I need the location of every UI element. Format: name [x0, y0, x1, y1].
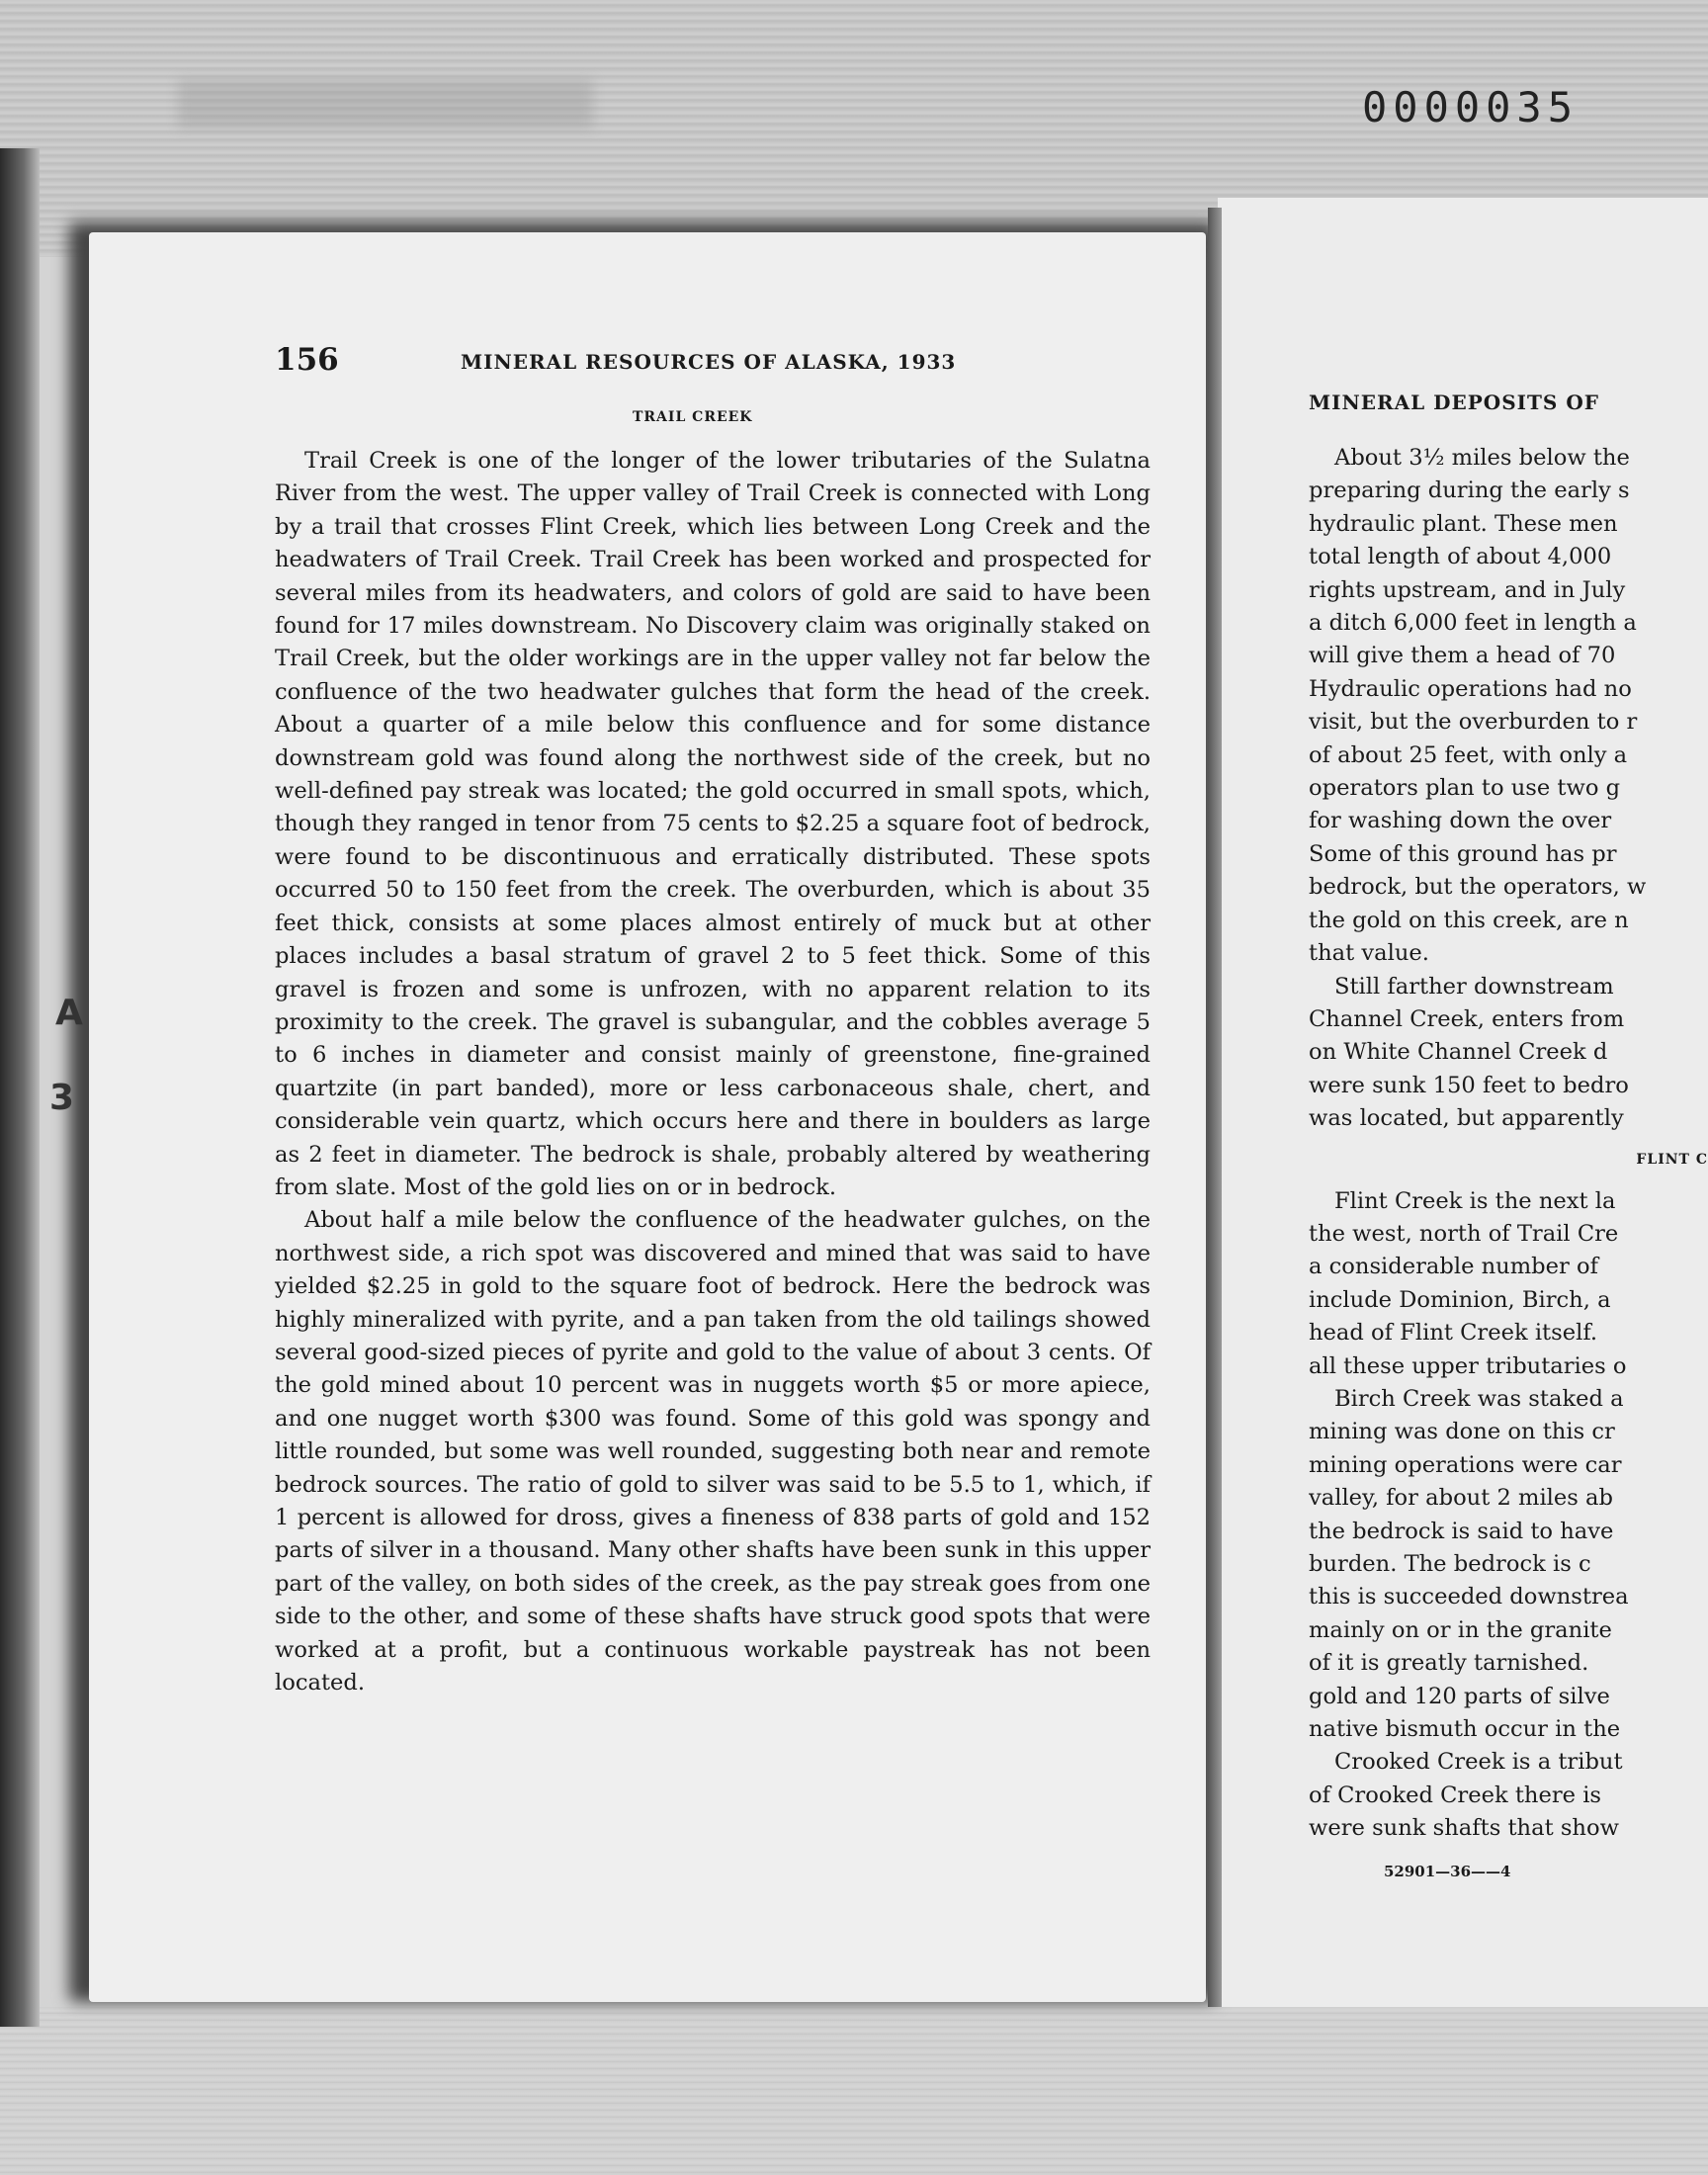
text-line: a considerable number of — [1309, 1254, 1598, 1280]
text-line: include Dominion, Birch, a — [1309, 1286, 1611, 1313]
text-line: will give them a head of 70 — [1309, 643, 1616, 669]
text-line: a ditch 6,000 feet in length a — [1309, 610, 1637, 637]
text-line: burden. The bedrock is c — [1309, 1551, 1591, 1577]
text-line: for washing down the over — [1309, 808, 1612, 834]
page-gutter — [1208, 208, 1222, 2007]
right-running-head: MINERAL DEPOSITS OF — [1309, 391, 1599, 414]
left-body-text — [275, 445, 1151, 1699]
text-line: were sunk shafts that show — [1309, 1815, 1619, 1842]
text-line: visit, but the overburden to r — [1309, 709, 1638, 736]
running-head: MINERAL RESOURCES OF ALASKA, 1933 — [461, 350, 957, 374]
left-page-header — [275, 342, 1151, 382]
text-line: native bismuth occur in the — [1309, 1716, 1621, 1743]
text-line: gold and 120 parts of silve — [1309, 1683, 1610, 1709]
margin-mark-3: 3 — [49, 1078, 75, 1118]
book-left-edge — [0, 148, 40, 2027]
text-line: valley, for about 2 miles ab — [1309, 1485, 1613, 1512]
text-line: that value. — [1309, 940, 1429, 967]
text-line: this is succeeded downstrea — [1309, 1584, 1629, 1610]
text-line: the bedrock is said to have — [1309, 1518, 1614, 1544]
text-line: mining was done on this cr — [1309, 1419, 1615, 1445]
text-line: rights upstream, and in July — [1309, 576, 1626, 603]
text-line: bedrock, but the operators, w — [1309, 874, 1647, 901]
right-page-text — [1309, 391, 1708, 1846]
page-number: 156 — [275, 342, 339, 378]
text-line: of Crooked Creek there is — [1309, 1782, 1602, 1808]
text-line: preparing during the early s — [1309, 478, 1630, 504]
text-line: About 3½ miles below the — [1334, 445, 1630, 471]
text-line: hydraulic plant. These men — [1309, 510, 1618, 537]
text-line: total length of about 4,000 — [1309, 544, 1612, 570]
scan-bottom-background — [0, 2007, 1708, 2175]
text-line: on White Channel Creek d — [1309, 1039, 1608, 1066]
text-line: Channel Creek, enters from — [1309, 1005, 1625, 1032]
margin-mark-a: A — [55, 993, 83, 1033]
text-line: mining operations were car — [1309, 1451, 1622, 1478]
text-line: of about 25 feet, with only a — [1309, 741, 1628, 768]
text-line: Birch Creek was staked a — [1334, 1385, 1624, 1412]
text-line: Some of this ground has pr — [1309, 840, 1617, 867]
text-line: mainly on or in the granite — [1309, 1616, 1612, 1643]
text-line: head of Flint Creek itself. — [1309, 1320, 1598, 1347]
text-line: Flint Creek is the next la — [1334, 1187, 1616, 1214]
text-line: Still farther downstream — [1334, 973, 1614, 1000]
paragraph: Trail Creek is one of the longer of the lower tributaries of the Sulatna River from the west. The upper valley of Trail Creek is connected with Long by a trail that crosses Flint Creek, which lies between Long Creek and the headwaters of Trail Creek. Trail Creek has been worked and prospected for several miles from its headwaters, and colors of gold are said to have been found for 17 miles downstream. No Discovery claim was originally staked on Trail Creek, but the older workings are in the upper valley not far below the confluence of the two headwater gulches that form the head of the creek. About a quarter of a mile below this confluence and for some distance downstream gold was found along the northwest side of the creek, but no well-defined pay streak was located; the gold occurred in small spots, which, though they ranged in tenor from 75 cents to $2.25 a square foot of bedrock, were found to be discontinuous and erratically distributed. These spots occurred 50 to 150 feet from the creek. The overburden, which is about 35 feet thick, consists at some places almost entirely of muck but at other places includes a basal stratum of gravel 2 to 5 feet thick. Some of this gravel is frozen and some is unfrozen, with no apparent relation to its proximity to the creek. The gravel is subangular, and the cobbles average 5 to 6 inches in diameter and consist mainly of greenstone, fine-grained quartzite (in part banded), more or less carbonaceous shale, chert, and considerable vein quartz, which occurs here and there in boulders as large as 2 feet in diameter. The bedrock is shale, probably altered by weathering from slate. Most of the gold lies on or in bedrock. — [275, 448, 1151, 1200]
text-line: all these upper tributaries o — [1309, 1352, 1627, 1379]
text-line: were sunk 150 feet to bedro — [1309, 1072, 1629, 1098]
text-line: the west, north of Trail Cre — [1309, 1220, 1619, 1247]
document-stamp: 0000035 — [1362, 83, 1580, 131]
text-line: operators plan to use two g — [1309, 775, 1621, 802]
text-line: the gold on this creek, are n — [1309, 907, 1629, 933]
text-line: Crooked Creek is a tribut — [1334, 1749, 1623, 1776]
section-heading-trail-creek: TRAIL CREEK — [633, 409, 753, 425]
text-line: was located, but apparently — [1309, 1105, 1624, 1132]
paragraph: About half a mile below the confluence of the headwater gulches, on the northwest side, a rich spot was discovered and mined that was said to have yielded $2.25 in gold to the square foot of bedrock. Here the bedrock was highly mineralized with pyrite, and a pan taken from the old tailings showed several good-sized pieces of pyrite and gold to the value of about 3 cents. Of the gold mined about 10 percent was in nuggets worth $5 or more apiece, and one nugget worth $300 was found. Some of this gold was spongy and little rounded, but some was well rounded, suggesting both near and remote bedrock sources. The ratio of gold to silver was said to be 5.5 to 1, which, if 1 percent is allowed for dross, gives a fineness of 838 parts of gold and 152 parts of silver in a thousand. Many other shafts have been sunk in this upper part of the valley, on both sides of the creek, as the pay streak goes from one side to the other, and some of these shafts have struck good spots that were worked at a profit, but a continuous workable paystreak has not been located. — [275, 1207, 1151, 1696]
right-page-footer: 52901—36——4 — [1384, 1863, 1511, 1880]
text-line: Hydraulic operations had no — [1309, 675, 1632, 702]
section-heading-flint-creek: FLINT C — [1636, 1151, 1708, 1168]
scan-ghost-smudge — [178, 79, 593, 129]
text-line: of it is greatly tarnished. — [1309, 1650, 1589, 1677]
